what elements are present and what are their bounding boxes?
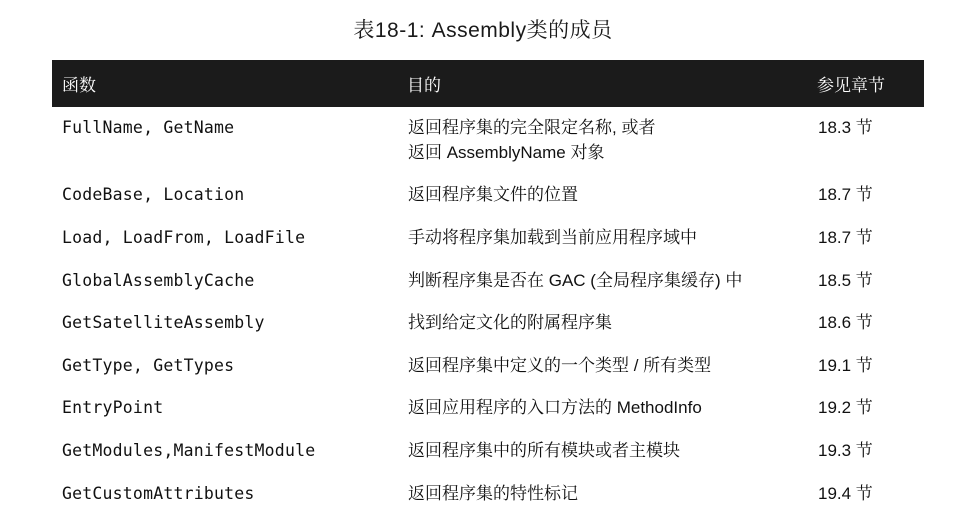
cell-purpose: 找到给定文化的附属程序集 <box>408 313 612 333</box>
cell-purpose: 返回程序集中定义的一个类型 / 所有类型 <box>408 355 712 375</box>
cell-member: FullName, GetName <box>62 118 235 137</box>
column-header-purpose: 目的 <box>407 60 817 107</box>
cell-purpose <box>407 107 817 174</box>
assembly-members-table <box>52 60 924 515</box>
cell-section: 18.7 节 <box>818 227 873 247</box>
table-body <box>52 107 924 515</box>
column-header-function: 函数 <box>52 60 407 107</box>
cell-section: 19.1 节 <box>818 355 873 375</box>
cell-purpose: 返回程序集中的所有模块或者主模块 <box>408 441 680 461</box>
table-header-row <box>52 60 924 107</box>
table-row <box>52 430 924 473</box>
table-caption: 表18-1: Assembly类的成员 <box>353 19 613 42</box>
table-row <box>52 217 924 260</box>
cell-member: Load, LoadFrom, LoadFile <box>62 227 306 247</box>
cell-member: GetSatelliteAssembly <box>62 313 265 333</box>
cell-section: 18.3 节 <box>818 118 873 137</box>
purpose-line-1: 返回程序集的完全限定名称, 或者 <box>408 118 656 137</box>
cell-section: 19.2 节 <box>818 398 873 418</box>
table-container <box>52 60 914 515</box>
table-row <box>52 387 924 430</box>
table-row <box>52 260 924 303</box>
cell-member: CodeBase, Location <box>62 185 245 205</box>
cell-member: GetModules,ManifestModule <box>62 441 316 461</box>
cell-member: EntryPoint <box>62 398 164 418</box>
cell-purpose: 返回程序集的特性标记 <box>408 483 578 503</box>
table-row <box>52 473 924 515</box>
cell-purpose: 返回程序集文件的位置 <box>408 185 578 205</box>
table-row <box>52 107 924 174</box>
cell-section: 19.3 节 <box>818 441 873 461</box>
cell-section: 19.4 节 <box>818 483 873 503</box>
column-header-section: 参见章节 <box>817 60 924 107</box>
table-row <box>52 302 924 345</box>
cell-section: 18.6 节 <box>818 313 873 333</box>
cell-member: GlobalAssemblyCache <box>62 270 255 290</box>
cell-purpose: 返回应用程序的入口方法的 MethodInfo <box>408 398 702 418</box>
cell-purpose: 判断程序集是否在 GAC (全局程序集缓存) 中 <box>408 270 743 290</box>
cell-member: GetType, GetTypes <box>62 355 235 375</box>
table-row <box>52 174 924 217</box>
cell-purpose: 手动将程序集加载到当前应用程序域中 <box>408 227 697 247</box>
purpose-line-2: 返回 AssemblyName 对象 <box>408 142 605 162</box>
cell-member: GetCustomAttributes <box>62 483 255 503</box>
cell-section: 18.7 节 <box>818 185 873 205</box>
table-row <box>52 345 924 388</box>
cell-section: 18.5 节 <box>818 270 873 290</box>
table-header <box>52 60 924 107</box>
